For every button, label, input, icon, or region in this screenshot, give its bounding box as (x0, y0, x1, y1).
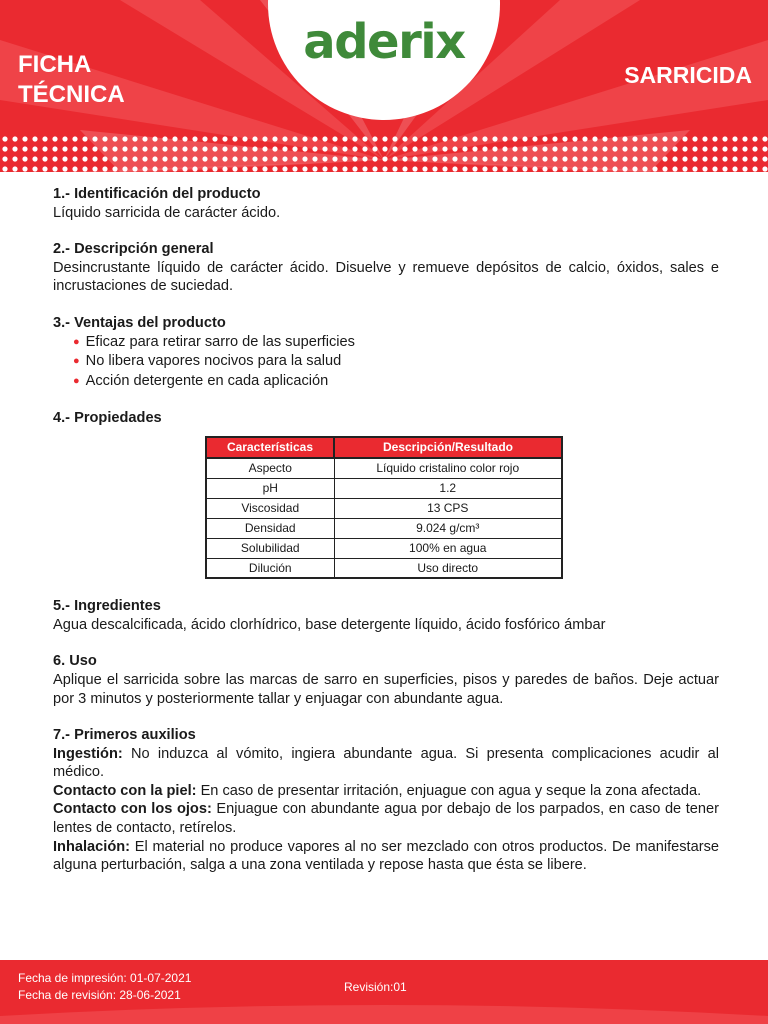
first-aid-text: Enjuague con abundante agua por debajo de los parpados, en caso de tener lentes de contacto, retírelos. (53, 801, 719, 837)
section-title: 5.- Ingredientes (53, 598, 161, 615)
first-aid-item (53, 838, 719, 875)
decorative-dot-pattern (0, 134, 768, 172)
first-aid-label: Inhalación: (53, 838, 131, 855)
document-type-line-2: TÉCNICA (18, 81, 125, 108)
section-usage (53, 652, 719, 708)
table-cell: Densidad (206, 518, 334, 538)
print-date: Fecha de impresión: 01-07-2021 (18, 971, 192, 985)
section-title: 3.- Ventajas del producto (53, 314, 226, 331)
table-cell: 9.024 g/cm³ (334, 518, 562, 538)
document-body (53, 185, 719, 893)
table-cell: Solubilidad (206, 538, 334, 558)
decorative-footer-curve (0, 998, 768, 1024)
table-cell: 100% en agua (334, 538, 562, 558)
first-aid-item (53, 782, 719, 801)
document-type (18, 50, 158, 110)
first-aid-item (53, 800, 719, 837)
properties-table (205, 436, 563, 579)
table-cell: 13 CPS (334, 498, 562, 518)
table-row (206, 558, 562, 578)
section-properties (53, 409, 719, 579)
advantages-list (53, 333, 719, 392)
section-text: Aplique el sarricida sobre las marcas de sarro en superficies, pisos y paredes de baños. Deje actuar por 3 minutos y posteriormente tallar y enjuagar con abundante agua. (53, 671, 719, 707)
first-aid-label: Contacto con la piel: (53, 782, 197, 799)
table-cell: 1.2 (334, 478, 562, 498)
table-row (206, 458, 562, 478)
first-aid-text: El material no produce vapores al no ser mezclado con otros productos. De manifestarse alguna perturbación, salga a una zona ventilada y repose hasta que ésta se libere. (53, 838, 719, 874)
section-title: 4.- Propiedades (53, 410, 162, 427)
table-cell: Dilución (206, 558, 334, 578)
table-cell: pH (206, 478, 334, 498)
list-item: ● Acción detergente en cada aplicación (73, 372, 719, 392)
section-text: Desincrustante líquido de carácter ácido. Disuelve y remueve depósitos de calcio, óxidos, sales e incrustaciones de suciedad. (53, 259, 719, 295)
section-ingredients (53, 597, 719, 634)
first-aid-label: Ingestión: (53, 745, 123, 762)
header-banner (0, 0, 768, 172)
first-aid-text: En caso de presentar irritación, enjuague con agua y seque la zona afectada. (196, 782, 702, 799)
section-description (53, 240, 719, 296)
product-name: SARRICIDA (624, 62, 752, 88)
section-title: 2.- Descripción general (53, 241, 214, 258)
footer-banner (0, 960, 768, 1024)
table-cell: Uso directo (334, 558, 562, 578)
table-header-row (206, 437, 562, 458)
section-identification (53, 185, 719, 222)
list-item: ● Eficaz para retirar sarro de las superficies (73, 333, 719, 353)
section-text: Líquido sarricida de carácter ácido. (53, 204, 281, 221)
section-text: Agua descalcificada, ácido clorhídrico, base detergente líquido, ácido fosfórico ámbar (53, 616, 606, 633)
revision-date: Fecha de revisión: 28-06-2021 (18, 988, 181, 1002)
revision-number: Revisión:01 (344, 980, 407, 994)
brand-logo: aderix (303, 14, 465, 70)
table-row (206, 478, 562, 498)
list-item: ● No libera vapores nocivos para la salud (73, 352, 719, 372)
first-aid-text: No induzca al vómito, ingiera abundante agua. Si presenta complicaciones acudir al médico. (53, 745, 719, 781)
section-first-aid (53, 726, 719, 875)
section-advantages (53, 314, 719, 391)
section-title: 1.- Identificación del producto (53, 186, 261, 202)
first-aid-item (53, 745, 719, 782)
column-header: Descripción/Resultado (334, 437, 562, 458)
section-title: 6. Uso (53, 653, 97, 670)
table-cell: Líquido cristalino color rojo (334, 458, 562, 478)
table-row (206, 518, 562, 538)
table-cell: Viscosidad (206, 498, 334, 518)
table-row (206, 538, 562, 558)
first-aid-label: Contacto con los ojos: (53, 801, 212, 818)
document-type-line-1: FICHA (18, 51, 92, 78)
column-header: Características (206, 437, 334, 458)
table-cell: Aspecto (206, 458, 334, 478)
section-title: 7.- Primeros auxilios (53, 727, 196, 744)
table-row (206, 498, 562, 518)
